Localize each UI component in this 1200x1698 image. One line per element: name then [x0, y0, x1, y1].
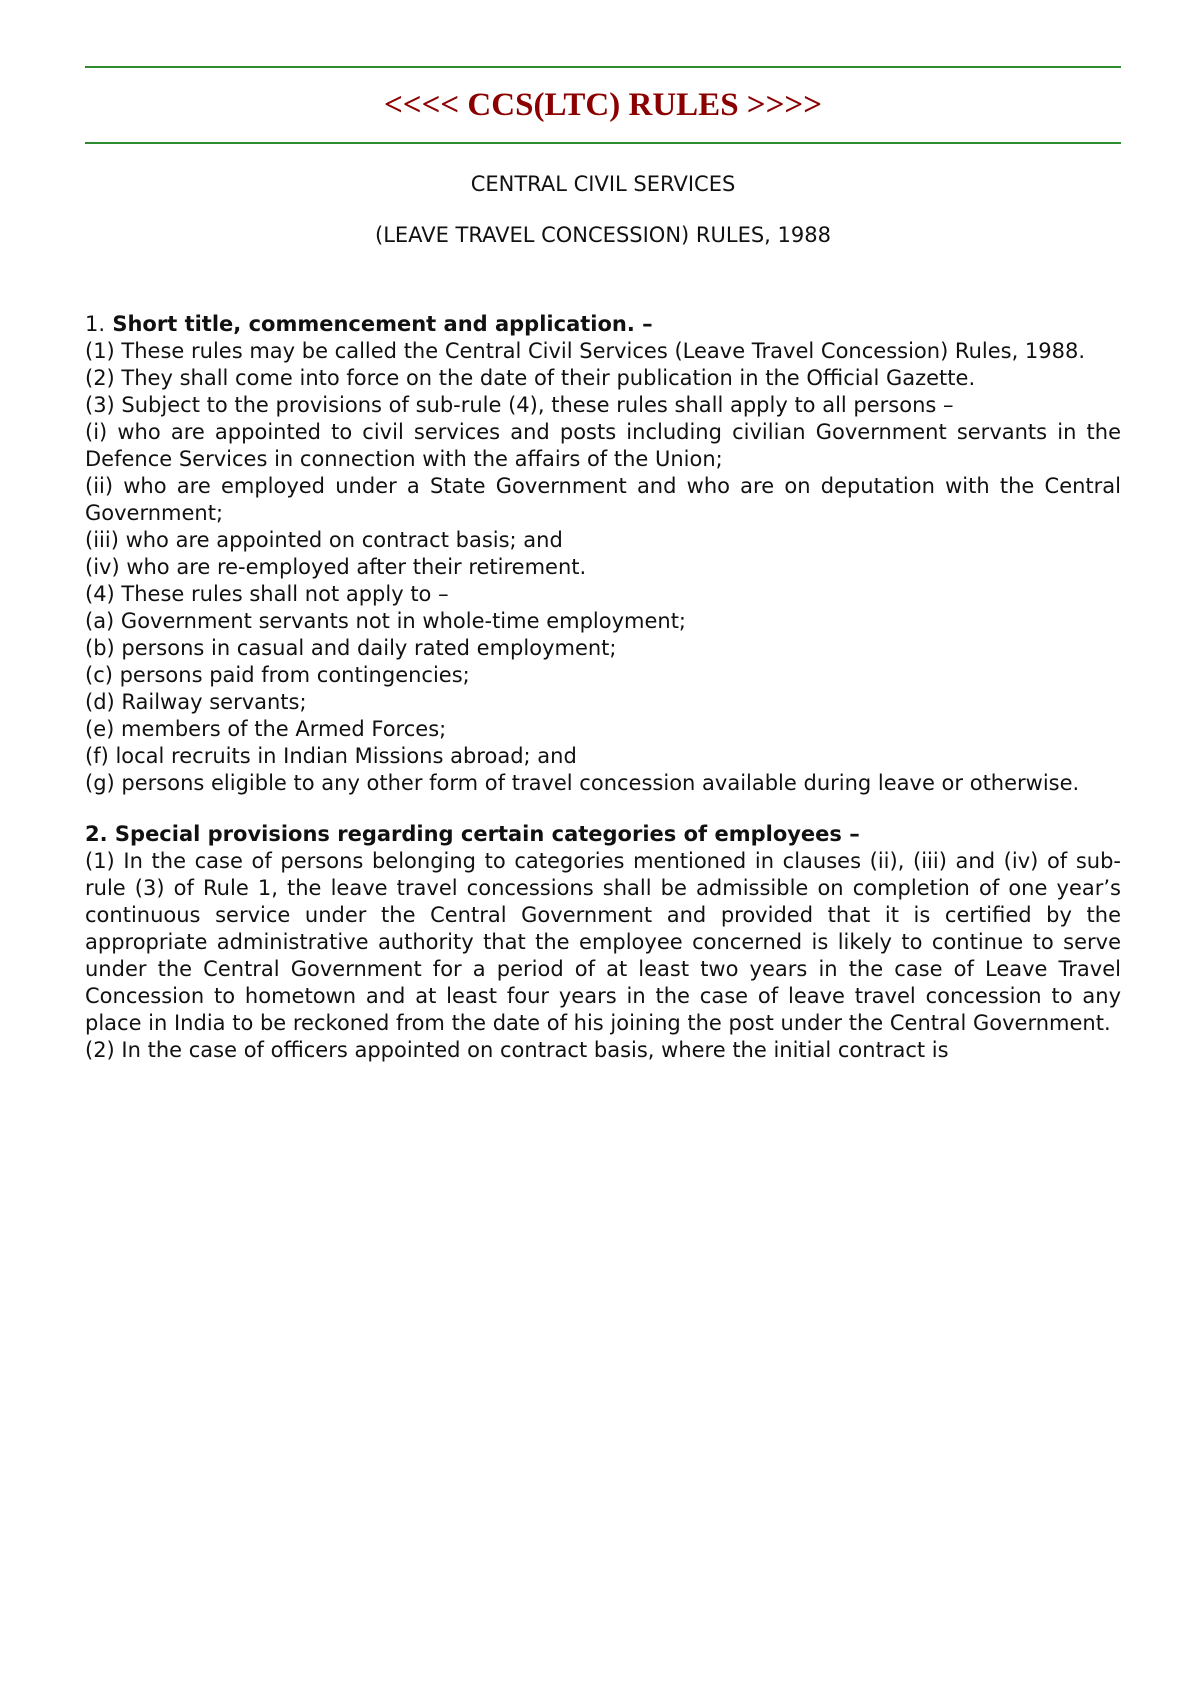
bottom-divider: [85, 142, 1121, 144]
rule-2-title: Special provisions regarding certain categories of employees –: [114, 822, 860, 846]
rule-2-para: (1) In the case of persons belonging to categories mentioned in clauses (ii), (iii) and (iv) of sub-rule (3) of Rule 1, the leave travel concessions shall be admissible on completion of one year’s continuous service under the Central Government and provided that it is certified by the appropriate administrative authority that the employee concerned is likely to continue to serve under the Central Government for a period of at least two years in the case of Leave Travel Concession to hometown and at least four years in the case of leave travel concession to any place in India to be reckoned from the date of his joining the post under the Central Government.: [85, 849, 1121, 1035]
subtitle-line-2: (LEAVE TRAVEL CONCESSION) RULES, 1988: [375, 223, 831, 247]
rule-1-number: 1.: [85, 312, 106, 336]
rule-1-para: (b) persons in casual and daily rated employment;: [85, 636, 617, 660]
rule-1-para: (g) persons eligible to any other form of travel concession available during leave or otherwise.: [85, 771, 1080, 795]
rule-1-title: Short title, commencement and application. –: [112, 312, 653, 336]
rule-1-para: (e) members of the Armed Forces;: [85, 717, 447, 741]
rule-1-para: (a) Government servants not in whole-time employment;: [85, 609, 687, 633]
rule-1-para: (4) These rules shall not apply to –: [85, 582, 449, 606]
rule-1-para: (ii) who are employed under a State Government and who are on deputation with the Central Government;: [85, 474, 1121, 525]
document-page: [85, 0, 1121, 1064]
top-divider: [85, 66, 1121, 68]
rule-1-para: (iii) who are appointed on contract basis; and: [85, 528, 563, 552]
rule-1-heading: [85, 311, 1121, 338]
rule-1-para: (3) Subject to the provisions of sub-rule (4), these rules shall apply to all persons –: [85, 393, 954, 417]
page-title: <<<< CCS(LTC) RULES >>>>: [383, 87, 823, 123]
rule-1-para: (d) Railway servants;: [85, 690, 307, 714]
rule-1-para: (iv) who are re-employed after their retirement.: [85, 555, 587, 579]
rule-2-para: (2) In the case of officers appointed on contract basis, where the initial contract is: [85, 1038, 949, 1062]
rule-1-para: (1) These rules may be called the Central Civil Services (Leave Travel Concession) Rules, 1988.: [85, 339, 1086, 363]
rule-2-heading: [85, 821, 1121, 848]
rule-2-number: 2.: [85, 822, 108, 846]
rule-1-para: (c) persons paid from contingencies;: [85, 663, 470, 687]
document-body: [85, 171, 1121, 1064]
rule-1-para: (i) who are appointed to civil services and posts including civilian Government servants in the Defence Services in connection with the affairs of the Union;: [85, 420, 1121, 471]
subtitle-line-1: CENTRAL CIVIL SERVICES: [470, 172, 736, 196]
rule-1-para: (2) They shall come into force on the date of their publication in the Official Gazette.: [85, 366, 976, 390]
rule-1-para: (f) local recruits in Indian Missions abroad; and: [85, 744, 577, 768]
